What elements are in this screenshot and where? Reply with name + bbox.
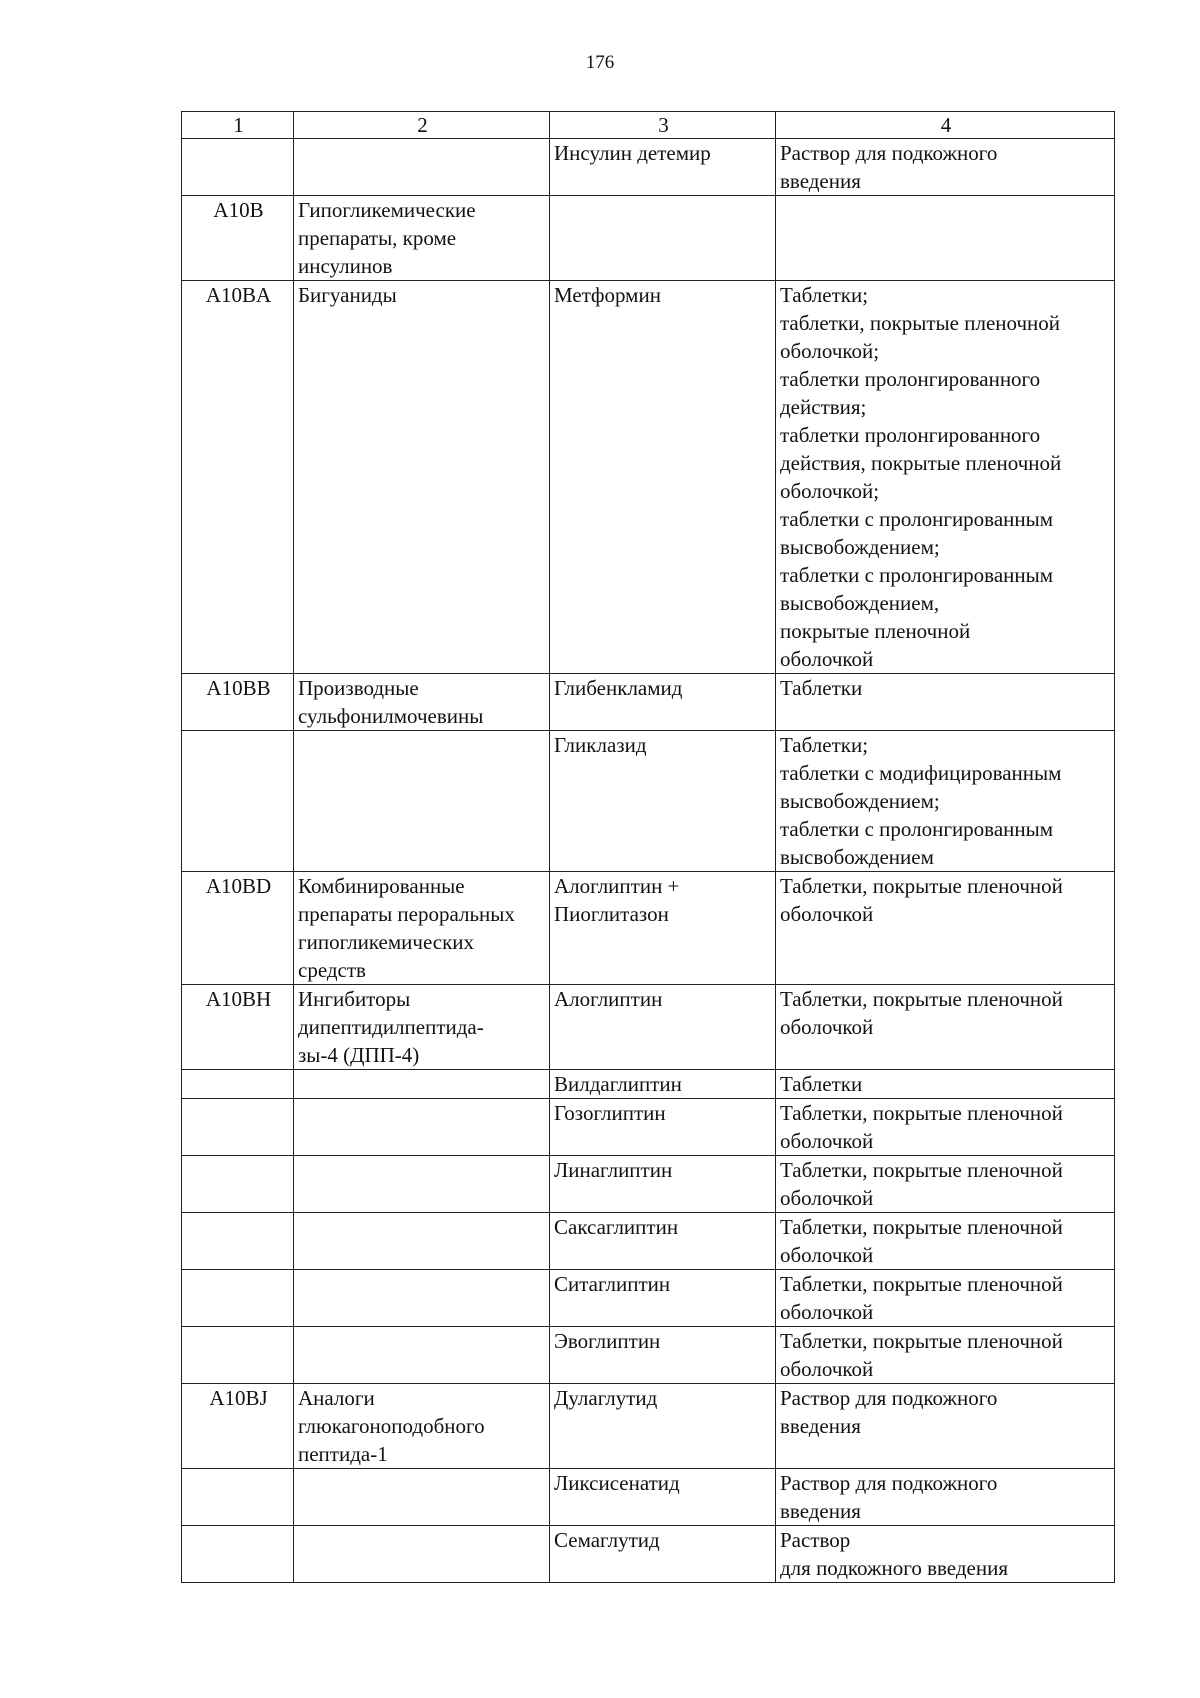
dosage-form-cell-line: для подкожного введения: [780, 1556, 1008, 1580]
dosage-form-cell: [776, 985, 1115, 1070]
drug-name-cell: [550, 1270, 776, 1327]
dosage-form-cell: [776, 1526, 1115, 1583]
dosage-form-cell-line: Таблетки;: [780, 733, 869, 757]
drug-name-cell: [550, 1099, 776, 1156]
dosage-form-cell-line: введения: [780, 1414, 861, 1438]
table-row: [182, 1270, 1115, 1327]
drug-group-cell: [294, 1099, 550, 1156]
drug-group-cell: [294, 731, 550, 872]
atc-code-cell: [182, 1099, 294, 1156]
drug-name-cell-line: Эвоглиптин: [554, 1329, 661, 1353]
dosage-form-cell-line: таблетки с пролонгированным: [780, 507, 1054, 531]
dosage-form-cell-line: Таблетки: [780, 1072, 863, 1096]
dosage-form-cell-line: высвобождением: [780, 845, 934, 869]
table-row: [182, 872, 1115, 985]
drug-group-cell: [294, 1327, 550, 1384]
drug-group-cell: [294, 1156, 550, 1213]
drug-group-cell: [294, 872, 550, 985]
drug-group-cell-line: Ингибиторы: [298, 987, 411, 1011]
dosage-form-cell: [776, 1327, 1115, 1384]
drug-name-cell: [550, 281, 776, 674]
drug-group-cell-line: пептида-1: [298, 1442, 388, 1466]
drug-name-cell-line: Саксаглиптин: [554, 1215, 679, 1239]
dosage-form-cell: [776, 139, 1115, 196]
drug-group-cell-line: сульфонилмочевины: [298, 704, 484, 728]
dosage-form-cell: [776, 872, 1115, 985]
drug-group-cell-line: глюкагоноподобного: [298, 1414, 485, 1438]
drug-group-cell-line: препараты пероральных: [298, 902, 515, 926]
dosage-form-cell-line: таблетки с пролонгированным: [780, 563, 1054, 587]
table-row: [182, 731, 1115, 872]
drug-name-cell-line: Вилдаглиптин: [554, 1072, 682, 1096]
atc-code-cell: [182, 1270, 294, 1327]
dosage-form-cell-line: покрытые пленочной: [780, 619, 971, 643]
dosage-form-cell: [776, 1384, 1115, 1469]
dosage-form-cell-line: оболочкой: [780, 1186, 874, 1210]
table-row: [182, 1469, 1115, 1526]
atc-code-cell: A10BB: [182, 674, 294, 731]
dosage-form-cell-line: таблетки с модифицированным: [780, 761, 1062, 785]
dosage-form-cell-line: Таблетки, покрытые пленочной: [780, 1272, 1063, 1296]
drug-table: [181, 111, 1115, 1583]
header-col-3: 3: [550, 112, 776, 139]
drug-name-cell: [550, 1070, 776, 1099]
drug-group-cell-line: Бигуаниды: [298, 283, 397, 307]
dosage-form-cell-line: Раствор для подкожного: [780, 141, 998, 165]
dosage-form-cell-line: таблетки, покрытые пленочной: [780, 311, 1061, 335]
dosage-form-cell: [776, 281, 1115, 674]
atc-code-cell: [182, 1213, 294, 1270]
atc-code-cell: [182, 731, 294, 872]
dosage-form-cell-line: действия;: [780, 395, 867, 419]
dosage-form-cell-line: Таблетки, покрытые пленочной: [780, 1329, 1063, 1353]
drug-group-cell: [294, 1526, 550, 1583]
dosage-form-cell-line: Раствор: [780, 1528, 851, 1552]
atc-code-cell: A10BH: [182, 985, 294, 1070]
drug-name-cell-line: Пиоглитазон: [554, 902, 669, 926]
atc-code-cell: [182, 1156, 294, 1213]
dosage-form-cell-line: Таблетки, покрытые пленочной: [780, 1158, 1063, 1182]
drug-group-cell-line: инсулинов: [298, 254, 393, 278]
drug-group-cell: [294, 1270, 550, 1327]
drug-group-cell: [294, 1384, 550, 1469]
drug-group-cell-line: дипептидилпептида-: [298, 1015, 484, 1039]
dosage-form-cell-line: оболочкой: [780, 1015, 874, 1039]
atc-code-cell: A10BJ: [182, 1384, 294, 1469]
page-number: 176: [585, 52, 615, 73]
drug-name-cell: [550, 1327, 776, 1384]
drug-name-cell: [550, 1156, 776, 1213]
drug-name-cell: [550, 1469, 776, 1526]
drug-group-cell: [294, 1070, 550, 1099]
dosage-form-cell: [776, 1469, 1115, 1526]
atc-code-cell: [182, 1070, 294, 1099]
table-row: [182, 1526, 1115, 1583]
drug-name-cell-line: Метформин: [554, 283, 661, 307]
dosage-form-cell-line: высвобождением;: [780, 789, 940, 813]
table-row: [182, 1099, 1115, 1156]
drug-group-cell-line: средств: [298, 958, 366, 982]
drug-group-cell: [294, 196, 550, 281]
drug-group-cell-line: Комбинированные: [298, 874, 465, 898]
drug-group-cell: [294, 139, 550, 196]
header-col-4: 4: [776, 112, 1115, 139]
dosage-form-cell-line: высвобождением;: [780, 535, 940, 559]
dosage-form-cell: [776, 731, 1115, 872]
drug-name-cell-line: Алоглиптин +: [554, 874, 680, 898]
dosage-form-cell: [776, 1213, 1115, 1270]
dosage-form-cell-line: введения: [780, 169, 861, 193]
table-row: [182, 139, 1115, 196]
dosage-form-cell-line: таблетки с пролонгированным: [780, 817, 1054, 841]
dosage-form-cell: [776, 1270, 1115, 1327]
drug-group-cell-line: гипогликемических: [298, 930, 475, 954]
drug-name-cell: [550, 674, 776, 731]
drug-name-cell-line: Линаглиптин: [554, 1158, 673, 1182]
drug-group-cell-line: Гипогликемические: [298, 198, 476, 222]
drug-name-cell-line: Инсулин детемир: [554, 141, 711, 165]
dosage-form-cell: [776, 1070, 1115, 1099]
dosage-form-cell-line: действия, покрытые пленочной: [780, 451, 1062, 475]
dosage-form-cell-line: оболочкой: [780, 647, 874, 671]
drug-name-cell-line: Ликсисенатид: [554, 1471, 680, 1495]
dosage-form-cell-line: оболочкой: [780, 1129, 874, 1153]
dosage-form-cell-line: введения: [780, 1499, 861, 1523]
drug-group-cell-line: Аналоги: [298, 1386, 375, 1410]
dosage-form-cell-line: оболочкой: [780, 1357, 874, 1381]
atc-code-cell: A10BA: [182, 281, 294, 674]
drug-name-cell: [550, 1526, 776, 1583]
dosage-form-cell-line: Раствор для подкожного: [780, 1386, 998, 1410]
drug-group-cell-line: зы-4 (ДПП-4): [298, 1043, 420, 1067]
dosage-form-cell-line: Таблетки, покрытые пленочной: [780, 1101, 1063, 1125]
table-row: [182, 281, 1115, 674]
atc-code-cell: [182, 139, 294, 196]
dosage-form-cell: [776, 1099, 1115, 1156]
table-row: [182, 674, 1115, 731]
drug-name-cell-line: Гозоглиптин: [554, 1101, 666, 1125]
drug-name-cell: [550, 731, 776, 872]
atc-code-cell: [182, 1469, 294, 1526]
dosage-form-cell-line: Таблетки, покрытые пленочной: [780, 1215, 1063, 1239]
dosage-form-cell-line: таблетки пролонгированного: [780, 423, 1041, 447]
dosage-form-cell-line: оболочкой: [780, 902, 874, 926]
dosage-form-cell-line: Таблетки, покрытые пленочной: [780, 987, 1063, 1011]
drug-group-cell: [294, 985, 550, 1070]
dosage-form-cell: [776, 196, 1115, 281]
dosage-form-cell: [776, 1156, 1115, 1213]
drug-name-cell: [550, 872, 776, 985]
drug-name-cell-line: Глибенкламид: [554, 676, 683, 700]
table-header-row: [182, 112, 1115, 139]
atc-code-cell: A10B: [182, 196, 294, 281]
dosage-form-cell-line: Таблетки: [780, 676, 863, 700]
table-row: [182, 985, 1115, 1070]
drug-group-cell-line: препараты, кроме: [298, 226, 457, 250]
dosage-form-cell-line: оболочкой: [780, 1300, 874, 1324]
dosage-form-cell-line: высвобождением,: [780, 591, 940, 615]
table-row: [182, 1213, 1115, 1270]
dosage-form-cell-line: Таблетки, покрытые пленочной: [780, 874, 1063, 898]
dosage-form-cell-line: оболочкой;: [780, 479, 880, 503]
atc-code-cell: [182, 1327, 294, 1384]
drug-name-cell-line: Дулаглутид: [554, 1386, 658, 1410]
dosage-form-cell-line: Раствор для подкожного: [780, 1471, 998, 1495]
drug-name-cell: [550, 1213, 776, 1270]
drug-name-cell-line: Семаглутид: [554, 1528, 660, 1552]
drug-name-cell: [550, 139, 776, 196]
table-row: [182, 1156, 1115, 1213]
drug-name-cell-line: Ситаглиптин: [554, 1272, 671, 1296]
drug-group-cell: [294, 674, 550, 731]
drug-group-cell: [294, 281, 550, 674]
dosage-form-cell-line: оболочкой;: [780, 339, 880, 363]
header-col-1: 1: [182, 112, 294, 139]
drug-name-cell-line: Алоглиптин: [554, 987, 663, 1011]
table-row: [182, 1327, 1115, 1384]
header-col-2: 2: [294, 112, 550, 139]
atc-code-cell: [182, 1526, 294, 1583]
dosage-form-cell-line: таблетки пролонгированного: [780, 367, 1041, 391]
dosage-form-cell-line: Таблетки;: [780, 283, 869, 307]
drug-name-cell: [550, 196, 776, 281]
drug-group-cell: [294, 1469, 550, 1526]
dosage-form-cell-line: оболочкой: [780, 1243, 874, 1267]
drug-group-cell-line: Производные: [298, 676, 419, 700]
table-row: [182, 1070, 1115, 1099]
table-body: [182, 139, 1115, 1583]
drug-name-cell: [550, 985, 776, 1070]
table-row: [182, 196, 1115, 281]
dosage-form-cell: [776, 674, 1115, 731]
drug-name-cell: [550, 1384, 776, 1469]
atc-code-cell: A10BD: [182, 872, 294, 985]
drug-group-cell: [294, 1213, 550, 1270]
drug-name-cell-line: Гликлазид: [554, 733, 647, 757]
table-row: [182, 1384, 1115, 1469]
